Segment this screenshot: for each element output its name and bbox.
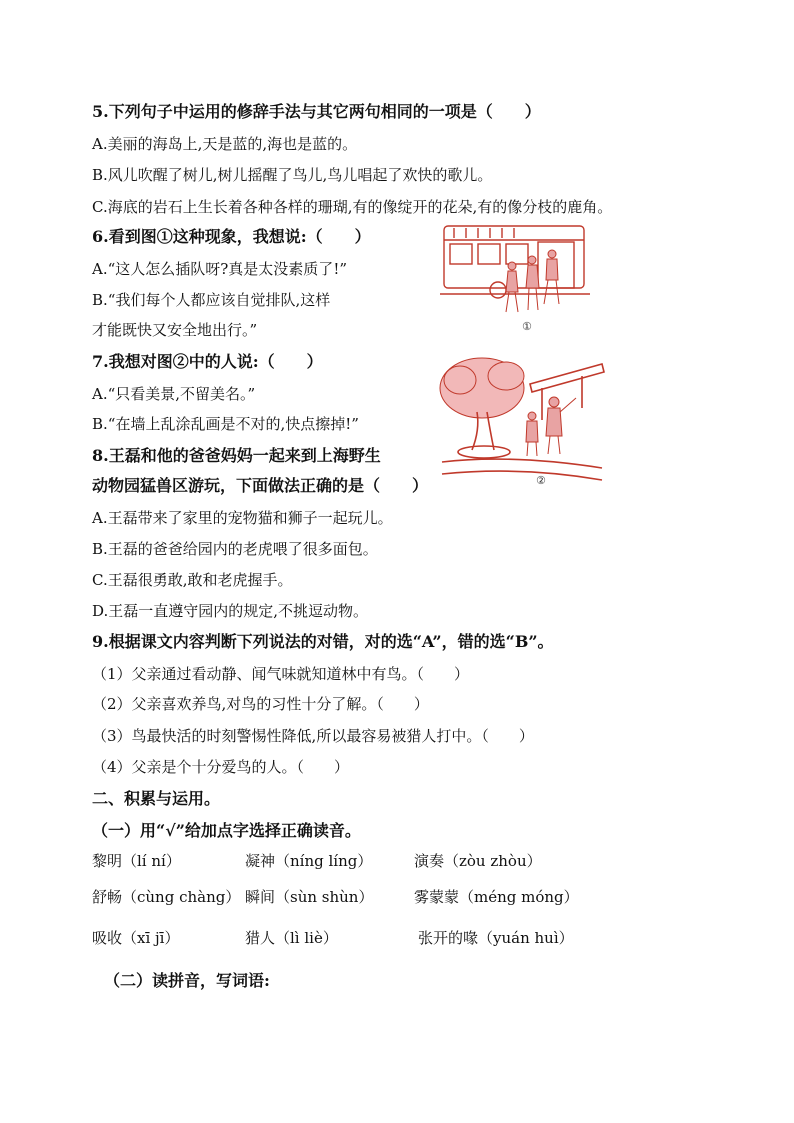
- q9-item-4: （4）父亲是个十分爱鸟的人。（ ）: [92, 758, 350, 776]
- q9-stem: 9.根据课文内容判断下列说法的对错，对的选“A”，错的选“B”。: [92, 632, 554, 651]
- q8-option-d: D.王磊一直遵守园内的规定,不挑逗动物。: [92, 602, 369, 620]
- pinyin-item: 雾蒙蒙（méng móng）: [414, 888, 579, 906]
- bus-queue-illustration: [440, 220, 590, 335]
- q8-option-b: B.王磊的爸爸给园内的老虎喂了很多面包。: [92, 540, 378, 558]
- q5-option-c: C.海底的岩石上生长着各种各样的珊瑚,有的像绽开的花朵,有的像分枝的鹿角。: [92, 198, 613, 216]
- q9-item-2: （2）父亲喜欢养鸟,对鸟的习性十分了解。（ ）: [92, 695, 429, 713]
- q6-stem: 6.看到图①这种现象，我想说:（ ）: [92, 227, 371, 246]
- pinyin-item: 黎明（lí ní）: [92, 852, 181, 870]
- pinyin-item: 凝神（níng líng）: [245, 852, 373, 870]
- q7-stem: 7.我想对图②中的人说:（ ）: [92, 352, 323, 371]
- q9-item-1: （1）父亲通过看动静、闻气味就知道林中有鸟。（ ）: [92, 665, 470, 683]
- q8-stem-line-2: 动物园猛兽区游玩，下面做法正确的是（ ）: [92, 476, 429, 495]
- section-2-title: 二、积累与运用。: [92, 789, 221, 808]
- q9-item-3: （3）鸟最快活的时刻警惕性降低,所以最容易被猎人打中。（ ）: [92, 727, 534, 745]
- wall-graffiti-illustration: [432, 350, 607, 490]
- section-2-part-2-title: （二）读拼音，写词语:: [104, 971, 270, 990]
- q7-option-a: A.“只看美景,不留美名。”: [92, 385, 256, 403]
- pinyin-item: 吸收（xī jī）: [92, 929, 180, 947]
- q5-option-a: A.美丽的海岛上,天是蓝的,海也是蓝的。: [92, 135, 358, 153]
- q5-stem: 5.下列句子中运用的修辞手法与其它两句相同的一项是（ ）: [92, 102, 541, 121]
- figure-1-label: ①: [522, 320, 532, 333]
- pinyin-item: 张开的喙（yuán huì）: [418, 929, 574, 947]
- q8-stem-line-1: 8.王磊和他的爸爸妈妈一起来到上海野生: [92, 446, 381, 465]
- figure-2-label: ②: [536, 474, 546, 487]
- pinyin-item: 舒畅（cùng chàng）: [92, 888, 241, 906]
- q5-option-b: B.风儿吹醒了树儿,树儿摇醒了鸟儿,鸟儿唱起了欢快的歌儿。: [92, 166, 493, 184]
- section-2-part-1-title: （一）用“√”给加点字选择正确读音。: [92, 821, 361, 840]
- pinyin-item: 瞬间（sùn shùn）: [245, 888, 374, 906]
- q8-option-c: C.王磊很勇敢,敢和老虎握手。: [92, 571, 293, 589]
- q7-option-b: B.“在墙上乱涂乱画是不对的,快点擦掉!”: [92, 415, 359, 433]
- q6-option-a: A.“这人怎么插队呀?真是太没素质了!”: [92, 260, 348, 278]
- q8-option-a: A.王磊带来了家里的宠物猫和狮子一起玩儿。: [92, 509, 393, 527]
- q6-option-b-cont: 才能既快又安全地出行。”: [92, 321, 258, 339]
- pinyin-item: 演奏（zòu zhòu）: [414, 852, 542, 870]
- q6-option-b: B.“我们每个人都应该自觉排队,这样: [92, 291, 331, 309]
- pinyin-item: 猎人（lì liè）: [245, 929, 338, 947]
